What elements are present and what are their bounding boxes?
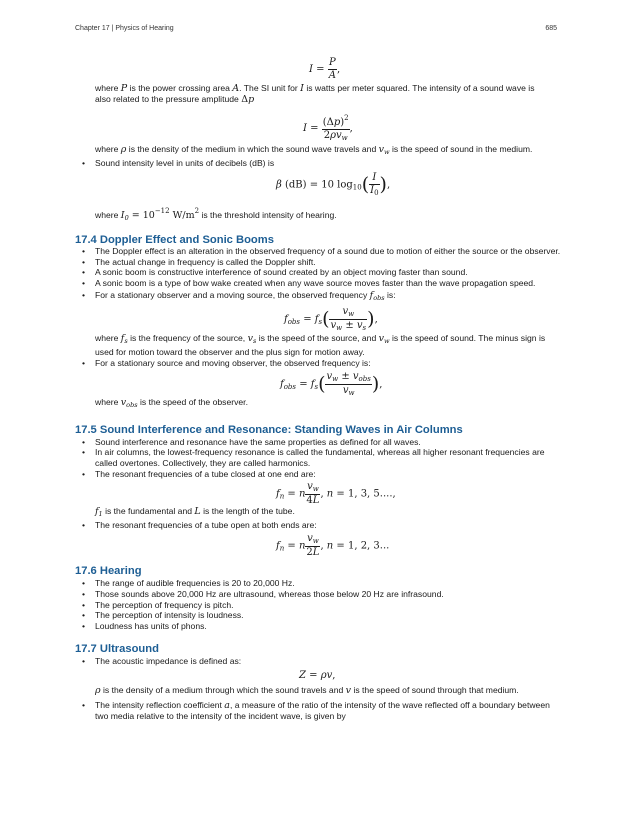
equation-doppler-moving-source: $f_{obs} = f_s$( $\frac{v_w}{v_w \pm v_s}$ ), bbox=[284, 306, 378, 332]
equation-intensity-pressure: I = $\frac{(\Delta p)^2}{2\rho v_w}$ , bbox=[303, 114, 353, 142]
doppler-paragraph-1: where $f_s$ is the frequency of the source, $v_s$ is the speed of the source, and $v_w$ is the speed of sound. The minus sign is used for motion toward the observer and the plus sign for motion away. bbox=[95, 333, 546, 357]
equation-doppler-moving-observer: $f_{obs} = f_s$( $\frac{v_w \pm v_{obs}}{v_w}$ ), bbox=[280, 371, 383, 397]
closed-tube-paragraph: $f_1$ is the fundamental and L is the length of the tube. bbox=[95, 506, 295, 518]
section-title-ultrasound: 17.7 Ultrasound bbox=[75, 643, 159, 655]
equation-intensity-power: I = $\frac{P}{A}$ , bbox=[309, 57, 341, 81]
impedance-paragraph: ρ is the density of a medium through which the sound travels and v is the speed of sound through that medium. bbox=[95, 685, 519, 696]
section-title-doppler: 17.4 Doppler Effect and Sonic Booms bbox=[75, 234, 274, 246]
intro-paragraph-1: where P is the power crossing area A. The SI unit for I is watts per meter squared. The intensity of a sound wave is also related to the pressure amplitude Δp bbox=[95, 83, 535, 105]
document-page: Chapter 17 | Physics of Hearing 685 I = $\frac{P}{A}$ , where P is the power crossing area A. The SI unit for I is watts per meter squared. The intensity of a sound wave is also related to the pressure amplitude Δp I = $\frac{(\Delta p)^2}{2\rho v_w}$ , where ρ is the density of the medium in which the sound wave travels and $v_w$ is the speed of sound in the medium. Sound intensity level in units of decibels (dB) is β (dB) = 10 $\log_{10}$( $\frac{I}{I_0}$ ), where $I_0 = 10^{-12}$ $W/m^2$ is the threshold intensity of hearing. 17.4 Doppler Effect and Sonic Booms The Doppler effect is an alteration in the observed frequency of a sound due to motion of either the source or the observer. The actual change in frequency is called the Doppler shift. A sonic boom is constructive interference of sound created by an object moving faster than sound. A sonic boom is a type of bow wake created when any wave source moves faster than the wave propagation speed. For a stationary observer and a moving source, the observed frequency $f_{obs}$ is: $f_{obs} = f_s$( $\frac{v_w}{v_w \pm v_s}$ ), where $f_s$ is the frequency of the source, $v_s$ is the speed of the source, and $v_w$ is the speed of sound. The minus sign is used for motion toward the observer and the plus sign for motion away. For a stationary source and moving observer, the observed frequency is: $f_{obs} = f_s$( $\frac{v_w \pm v_{obs}}{v_w}$ ), where $v_{obs}$ is the speed of the observer. 17.5 Sound Interference and Resonance: Standing Waves in Air Columns Sound interference and resonance have the same properties as defined for all waves. In air columns, the lowest-frequency resonance is called the fundamental, whereas all higher resonant frequencies are called overtones. Collectively, they are called harmonics. The resonant frequencies of a tube closed at one end are: $f_n = n$ $\frac{v_w}{4L}$ , n = 1, 3, 5...., $f_1$ is the fundamental and L is the length of the tube. The resonant frequencies of a tube open at both ends are: $f_n = n$ $\frac{v_w}{2L}$ , n = 1, 2, 3... 17.6 Hearing The range of audible frequencies is 20 to 20,000 Hz. Those sounds above 20,000 Hz are ultrasound, whereas those below 20 Hz are infrasound. The perception of frequency is pitch. The perception of intensity is loudness. Loudness has units of phons. 17.7 Ultrasound The acoustic impedance is defined as: Z = ρv, ρ is the density of a medium through which the sound travels and v is the speed of sound through that medium. The intensity reflection coefficient a, a measure of the ratio of the intensity of the wave reflected off a boundary between two media relative to the intensity of the incident wave, is given by bbox=[75, 25, 561, 721]
equation-acoustic-impedance: Z = ρv, bbox=[299, 670, 336, 681]
section-title-hearing: 17.6 Hearing bbox=[75, 565, 142, 577]
equation-closed-tube: $f_n = n$ $\frac{v_w}{4L}$ , n = 1, 3, 5...., bbox=[276, 481, 396, 506]
running-header-chapter: Chapter 17 | Physics of Hearing bbox=[75, 25, 174, 32]
equation-open-tube: $f_n = n$ $\frac{v_w}{2L}$ , n = 1, 2, 3... bbox=[276, 533, 390, 558]
page-number: 685 bbox=[545, 25, 557, 32]
intro-paragraph-2: where ρ is the density of the medium in which the sound wave travels and $v_w$ is the speed of sound in the medium. bbox=[95, 144, 533, 156]
intro-paragraph-3: where $I_0 = 10^{-12}$ $W/m^2$ is the threshold intensity of hearing. bbox=[95, 207, 337, 222]
doppler-paragraph-2: where $v_{obs}$ is the speed of the observer. bbox=[95, 397, 248, 409]
section-title-interference: 17.5 Sound Interference and Resonance: Standing Waves in Air Columns bbox=[75, 424, 463, 436]
equation-decibels: β (dB) = 10 $\log_{10}$( $\frac{I}{I_0}$ ), bbox=[276, 172, 391, 197]
